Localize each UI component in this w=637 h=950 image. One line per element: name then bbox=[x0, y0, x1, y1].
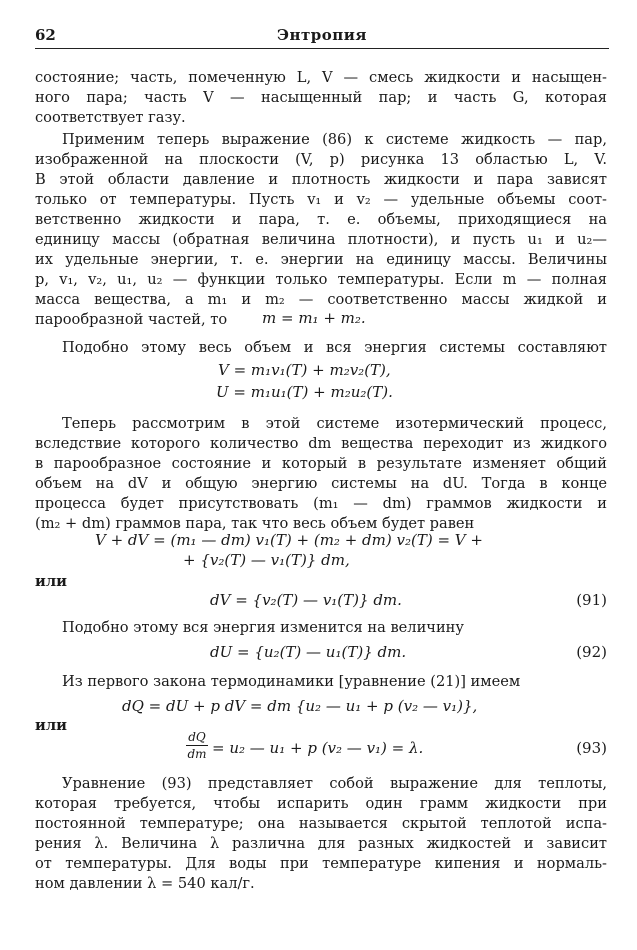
text-word: или bbox=[35, 573, 67, 590]
text-line: Подобно этому весь объем и вся энергия системы составляют bbox=[62, 339, 607, 356]
text-line: от температуры. Для воды при температуре кипения и нормаль- bbox=[35, 855, 607, 872]
text-word: или bbox=[35, 717, 67, 734]
text-line: p, v₁, v₂, u₁, u₂ — функции только температуры. Если m — полная bbox=[35, 271, 607, 288]
text-line: процесса будет присутствовать (m₁ — dm) граммов жидкости и bbox=[35, 495, 607, 512]
text-line: их удельные энергии, т. е. энергии на единицу массы. Величины bbox=[35, 251, 607, 268]
text-line: ном давлении λ = 540 кал/г. bbox=[35, 875, 255, 892]
equation-dV-expanded-cont: + {v₂(T) — v₁(T)} dm, bbox=[183, 551, 350, 569]
text-line: Из первого закона термодинамики [уравнение (21)] имеем bbox=[62, 673, 521, 690]
text-line: В этой области давление и плотность жидкости и пара зависят bbox=[35, 171, 607, 188]
running-header bbox=[35, 26, 609, 50]
equation-93: = u₂ — u₁ + p (v₂ — v₁) = λ. bbox=[212, 739, 424, 757]
text-line: изображенной на плоскости (V, p) рисунка 13 областью L, V. bbox=[35, 151, 607, 168]
text-line: состояние; часть, помеченную L, V — смесь жидкости и насыщен- bbox=[35, 69, 607, 86]
equation-dQ: dQ = dU + p dV = dm {u₂ — u₁ + p (v₂ — v₁)}, bbox=[122, 697, 478, 715]
text-line: Теперь рассмотрим в этой системе изотермический процесс, bbox=[62, 415, 607, 432]
text-line: только от температуры. Пусть v₁ и v₂ — удельные объемы соот- bbox=[35, 191, 607, 208]
text-line: единицу массы (обратная величина плотности), и пусть u₁ и u₂— bbox=[35, 231, 607, 248]
page-number: 62 bbox=[35, 26, 56, 44]
equation-91: dV = {v₂(T) — v₁(T)} dm. bbox=[210, 591, 402, 609]
text-line: в парообразное состояние и который в результате изменяет общий bbox=[35, 455, 607, 472]
text-line: Уравнение (93) представляет собой выражение для теплоты, bbox=[62, 775, 607, 792]
equation-volume: V = m₁v₁(T) + m₂v₂(T), bbox=[218, 361, 391, 379]
header-rule bbox=[35, 48, 609, 49]
text-line: Применим теперь выражение (86) к системе жидкость — пар, bbox=[62, 131, 607, 148]
text-line: вследствие которого количество dm вещества переходит из жидкого bbox=[35, 435, 607, 452]
equation-number-91: (91) bbox=[576, 591, 607, 609]
text-line: постоянной температуре; она называется скрытой теплотой испа- bbox=[35, 815, 607, 832]
fraction-numerator: dQ bbox=[188, 730, 206, 744]
equation-dV-expanded: V + dV = (m₁ — dm) v₁(T) + (m₂ + dm) v₂(T) = V + bbox=[95, 531, 483, 549]
text-line: соответствует газу. bbox=[35, 109, 186, 126]
text-line: ветственно жидкости и пара, т. е. объемы, приходящиеся на bbox=[35, 211, 607, 228]
fraction-bar bbox=[186, 745, 208, 746]
text-line: парообразной частей, то bbox=[35, 311, 228, 328]
fraction-dQ-dm bbox=[186, 730, 208, 761]
text-line: масса вещества, а m₁ и m₂ — соответственно массы жидкой и bbox=[35, 291, 607, 308]
equation-energy: U = m₁u₁(T) + m₂u₂(T). bbox=[216, 383, 393, 401]
text-line: которая требуется, чтобы испарить один грамм жидкости при bbox=[35, 795, 607, 812]
text-line: ного пара; часть V — насыщенный пар; и часть G, которая bbox=[35, 89, 607, 106]
equation-92: dU = {u₂(T) — u₁(T)} dm. bbox=[210, 643, 407, 661]
equation-number-92: (92) bbox=[576, 643, 607, 661]
text-line: объем на dV и общую энергию системы на dU. Тогда в конце bbox=[35, 475, 607, 492]
equation-number-93: (93) bbox=[576, 739, 607, 757]
chapter-title: Энтропия bbox=[277, 26, 367, 44]
text-line: (m₂ + dm) граммов пара, так что весь объем будет равен bbox=[35, 515, 475, 532]
text-line: Подобно этому вся энергия изменится на величину bbox=[62, 619, 464, 636]
text-line: рения λ. Величина λ различна для разных жидкостей и зависит bbox=[35, 835, 607, 852]
fraction-denominator: dm bbox=[187, 747, 207, 761]
equation-mass: m = m₁ + m₂. bbox=[262, 309, 366, 327]
